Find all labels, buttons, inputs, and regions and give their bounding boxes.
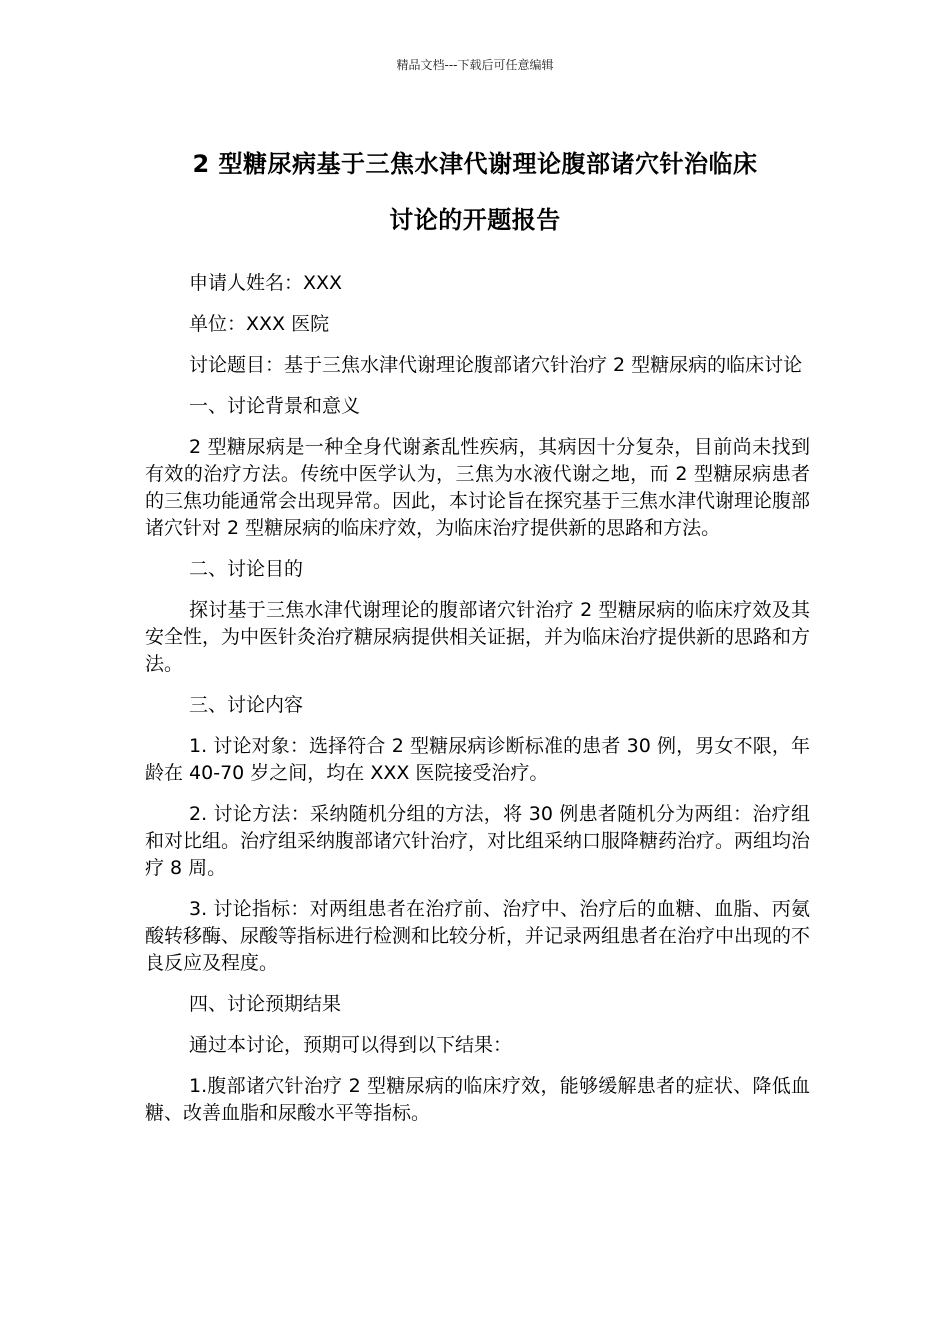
section-heading-background: 一、讨论背景和意义	[189, 395, 361, 417]
applicant-name: 申请人姓名：XXX	[189, 272, 343, 294]
title-line-2: 讨论的开题报告	[389, 206, 561, 234]
background-paragraph: 2 型糖尿病是一种全身代谢紊乱性疾病，其病因十分复杂，目前尚未找到有效的治疗方法。传统中医学认为，三焦为水液代谢之地，而 2 型糖尿病患者的三焦功能通常会出现异常。因此，本讨论旨在探究基于三焦水津代谢理论腹部诸穴针对 2 型糖尿病的临床疗效，为临床治疗提供新的思路和方法。	[145, 436, 811, 539]
expected-results-intro: 通过本讨论，预期可以得到以下结果：	[189, 1034, 513, 1056]
content-item-subjects: 1. 讨论对象：选择符合 2 型糖尿病诊断标准的患者 30 例，男女不限，年龄在 40-70 岁之间，均在 XXX 医院接受治疗。	[145, 735, 810, 784]
expected-result-item-1: 1.腹部诸穴针治疗 2 型糖尿病的临床疗效，能够缓解患者的症状、降低血糖、改善血脂和尿酸水平等指标。	[145, 1075, 810, 1124]
purpose-paragraph: 探讨基于三焦水津代谢理论的腹部诸穴针治疗 2 型糖尿病的临床疗效及其安全性，为中医针灸治疗糖尿病提供相关证据，并为临床治疗提供新的思路和方法。	[145, 599, 811, 675]
section-heading-expected-results: 四、讨论预期结果	[189, 993, 342, 1015]
section-heading-purpose: 二、讨论目的	[189, 558, 304, 580]
content-item-methods: 2. 讨论方法：采纳随机分组的方法，将 30 例患者随机分为两组：治疗组和对比组。治疗组采纳腹部诸穴针治疗，对比组采纳口服降糖药治疗。两组均治疗 8 周。	[145, 803, 811, 879]
page-header-note: 精品文档---下载后可任意编辑	[396, 58, 554, 72]
applicant-unit: 单位：XXX 医院	[189, 313, 330, 335]
research-topic: 讨论题目：基于三焦水津代谢理论腹部诸穴针治疗 2 型糖尿病的临床讨论	[189, 354, 803, 376]
title-line-1: 2 型糖尿病基于三焦水津代谢理论腹部诸穴针治临床	[192, 150, 758, 178]
document-body	[145, 270, 810, 1141]
content-item-indicators: 3. 讨论指标：对两组患者在治疗前、治疗中、治疗后的血糖、血脂、丙氨酸转移酶、尿酸等指标进行检测和比较分析，并记录两组患者在治疗中出现的不良反应及程度。	[145, 898, 811, 974]
document-title	[140, 136, 810, 248]
section-heading-content: 三、讨论内容	[189, 694, 304, 716]
